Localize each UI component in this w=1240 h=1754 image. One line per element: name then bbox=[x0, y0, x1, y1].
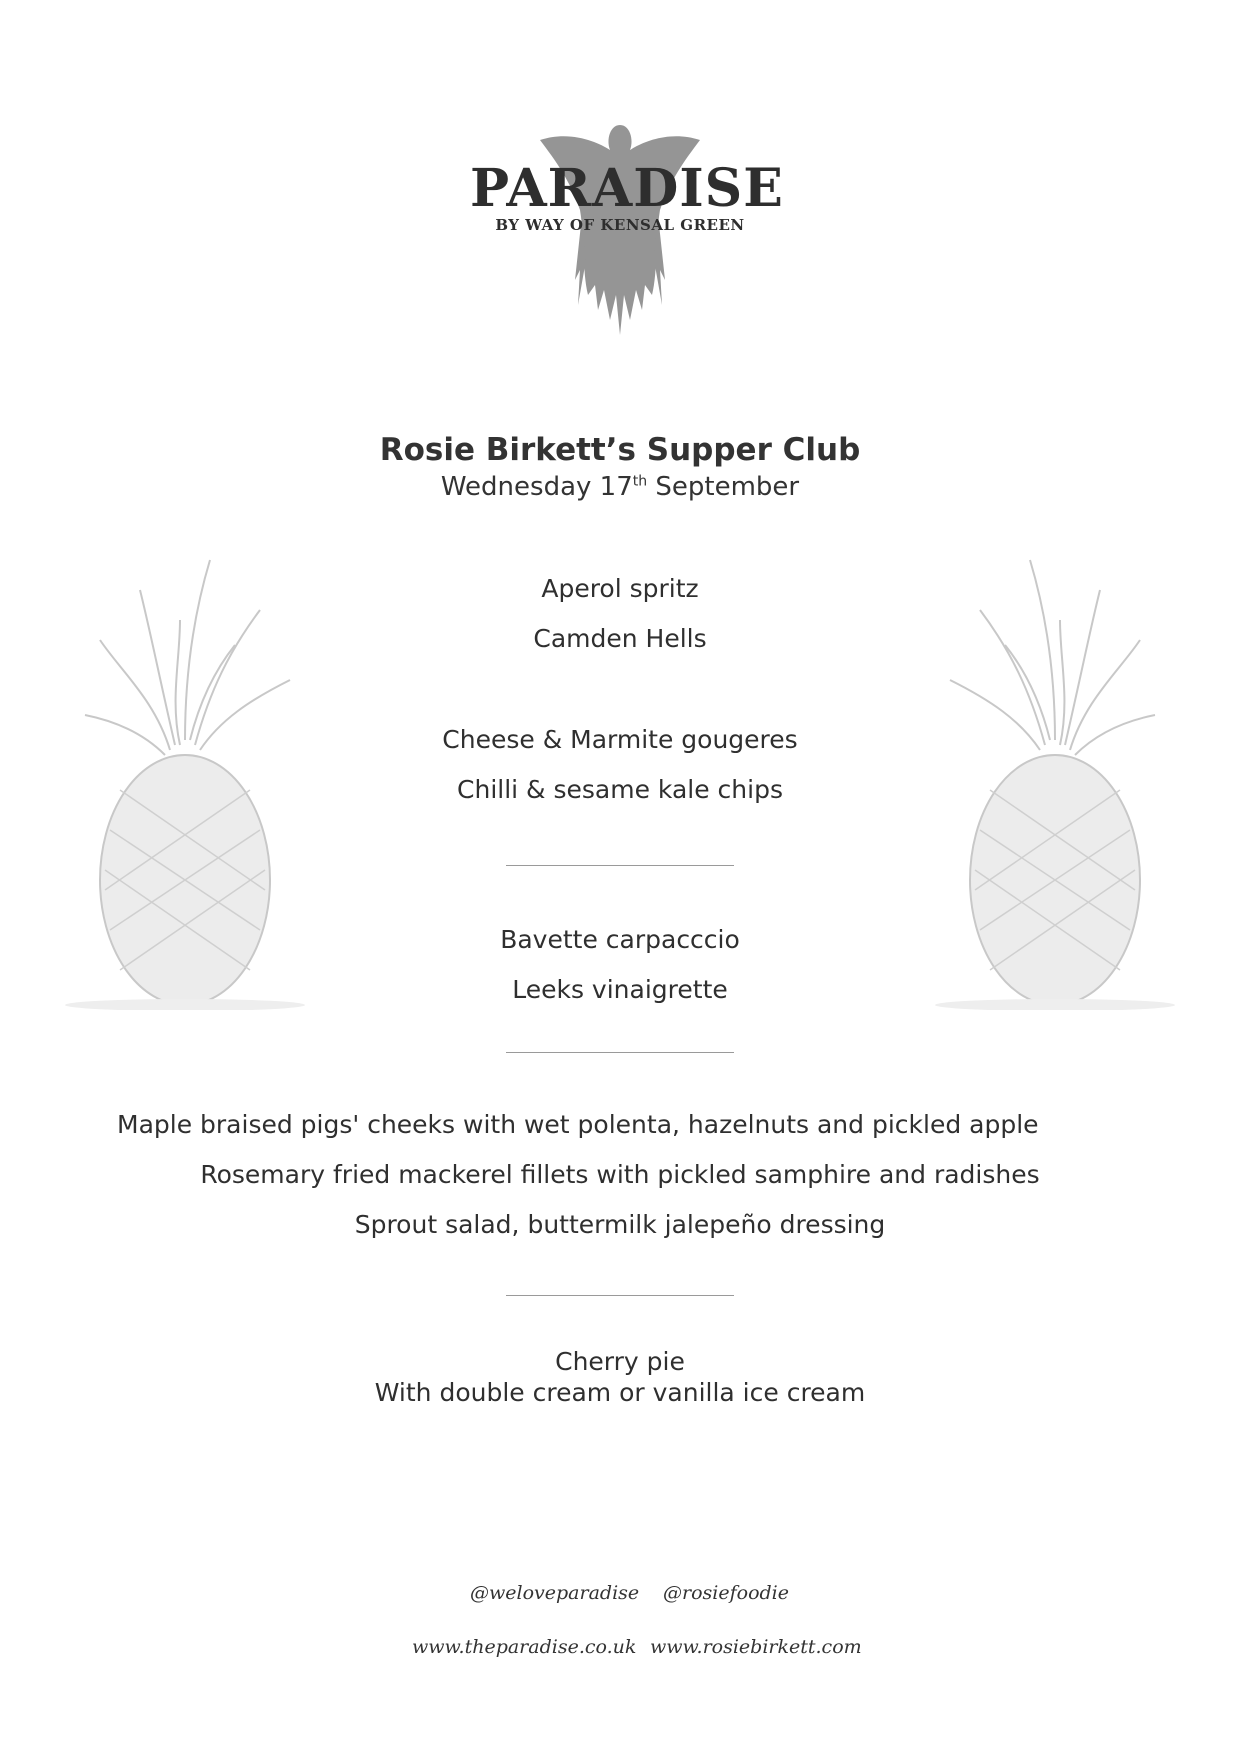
menu-item-drink: Aperol spritz bbox=[541, 574, 699, 603]
website-link-chef[interactable]: www.rosiebirkett.com bbox=[650, 1636, 862, 1658]
section-divider bbox=[506, 1295, 734, 1296]
menu-item-snack: Chilli & sesame kale chips bbox=[457, 775, 783, 804]
paradise-logo bbox=[470, 120, 784, 340]
menu-item-dessert: Cherry pie bbox=[555, 1347, 685, 1376]
social-handle-venue[interactable]: @weloveparadise bbox=[470, 1582, 640, 1604]
section-divider bbox=[506, 1052, 734, 1053]
menu-item-main: Rosemary fried mackerel fillets with pickled samphire and radishes bbox=[200, 1160, 1040, 1189]
event-date-ordinal: th bbox=[632, 473, 648, 490]
menu-item-dessert-detail: With double cream or vanilla ice cream bbox=[374, 1378, 866, 1407]
logo-wordmark: PARADISE bbox=[470, 158, 784, 219]
event-date bbox=[0, 472, 1240, 502]
menu-item-main: Maple braised pigs' cheeks with wet polenta, hazelnuts and pickled apple bbox=[117, 1110, 1039, 1139]
menu-item-starter: Leeks vinaigrette bbox=[512, 975, 728, 1004]
event-title: Rosie Birkett’s Supper Club bbox=[379, 432, 861, 468]
event-date-day: Wednesday 17 bbox=[440, 472, 633, 502]
social-handle-chef[interactable]: @rosiefoodie bbox=[663, 1582, 789, 1604]
logo-tagline: BY WAY OF KENSAL GREEN bbox=[495, 216, 745, 234]
menu-item-starter: Bavette carpacccio bbox=[500, 925, 740, 954]
section-divider bbox=[506, 865, 734, 866]
menu-item-main: Sprout salad, buttermilk jalepeño dressing bbox=[354, 1210, 886, 1239]
website-link-venue[interactable]: www.theparadise.co.uk bbox=[412, 1636, 637, 1658]
event-date-month: September bbox=[647, 472, 800, 502]
menu-item-drink: Camden Hells bbox=[533, 624, 707, 653]
menu-item-snack: Cheese & Marmite gougeres bbox=[442, 725, 798, 754]
